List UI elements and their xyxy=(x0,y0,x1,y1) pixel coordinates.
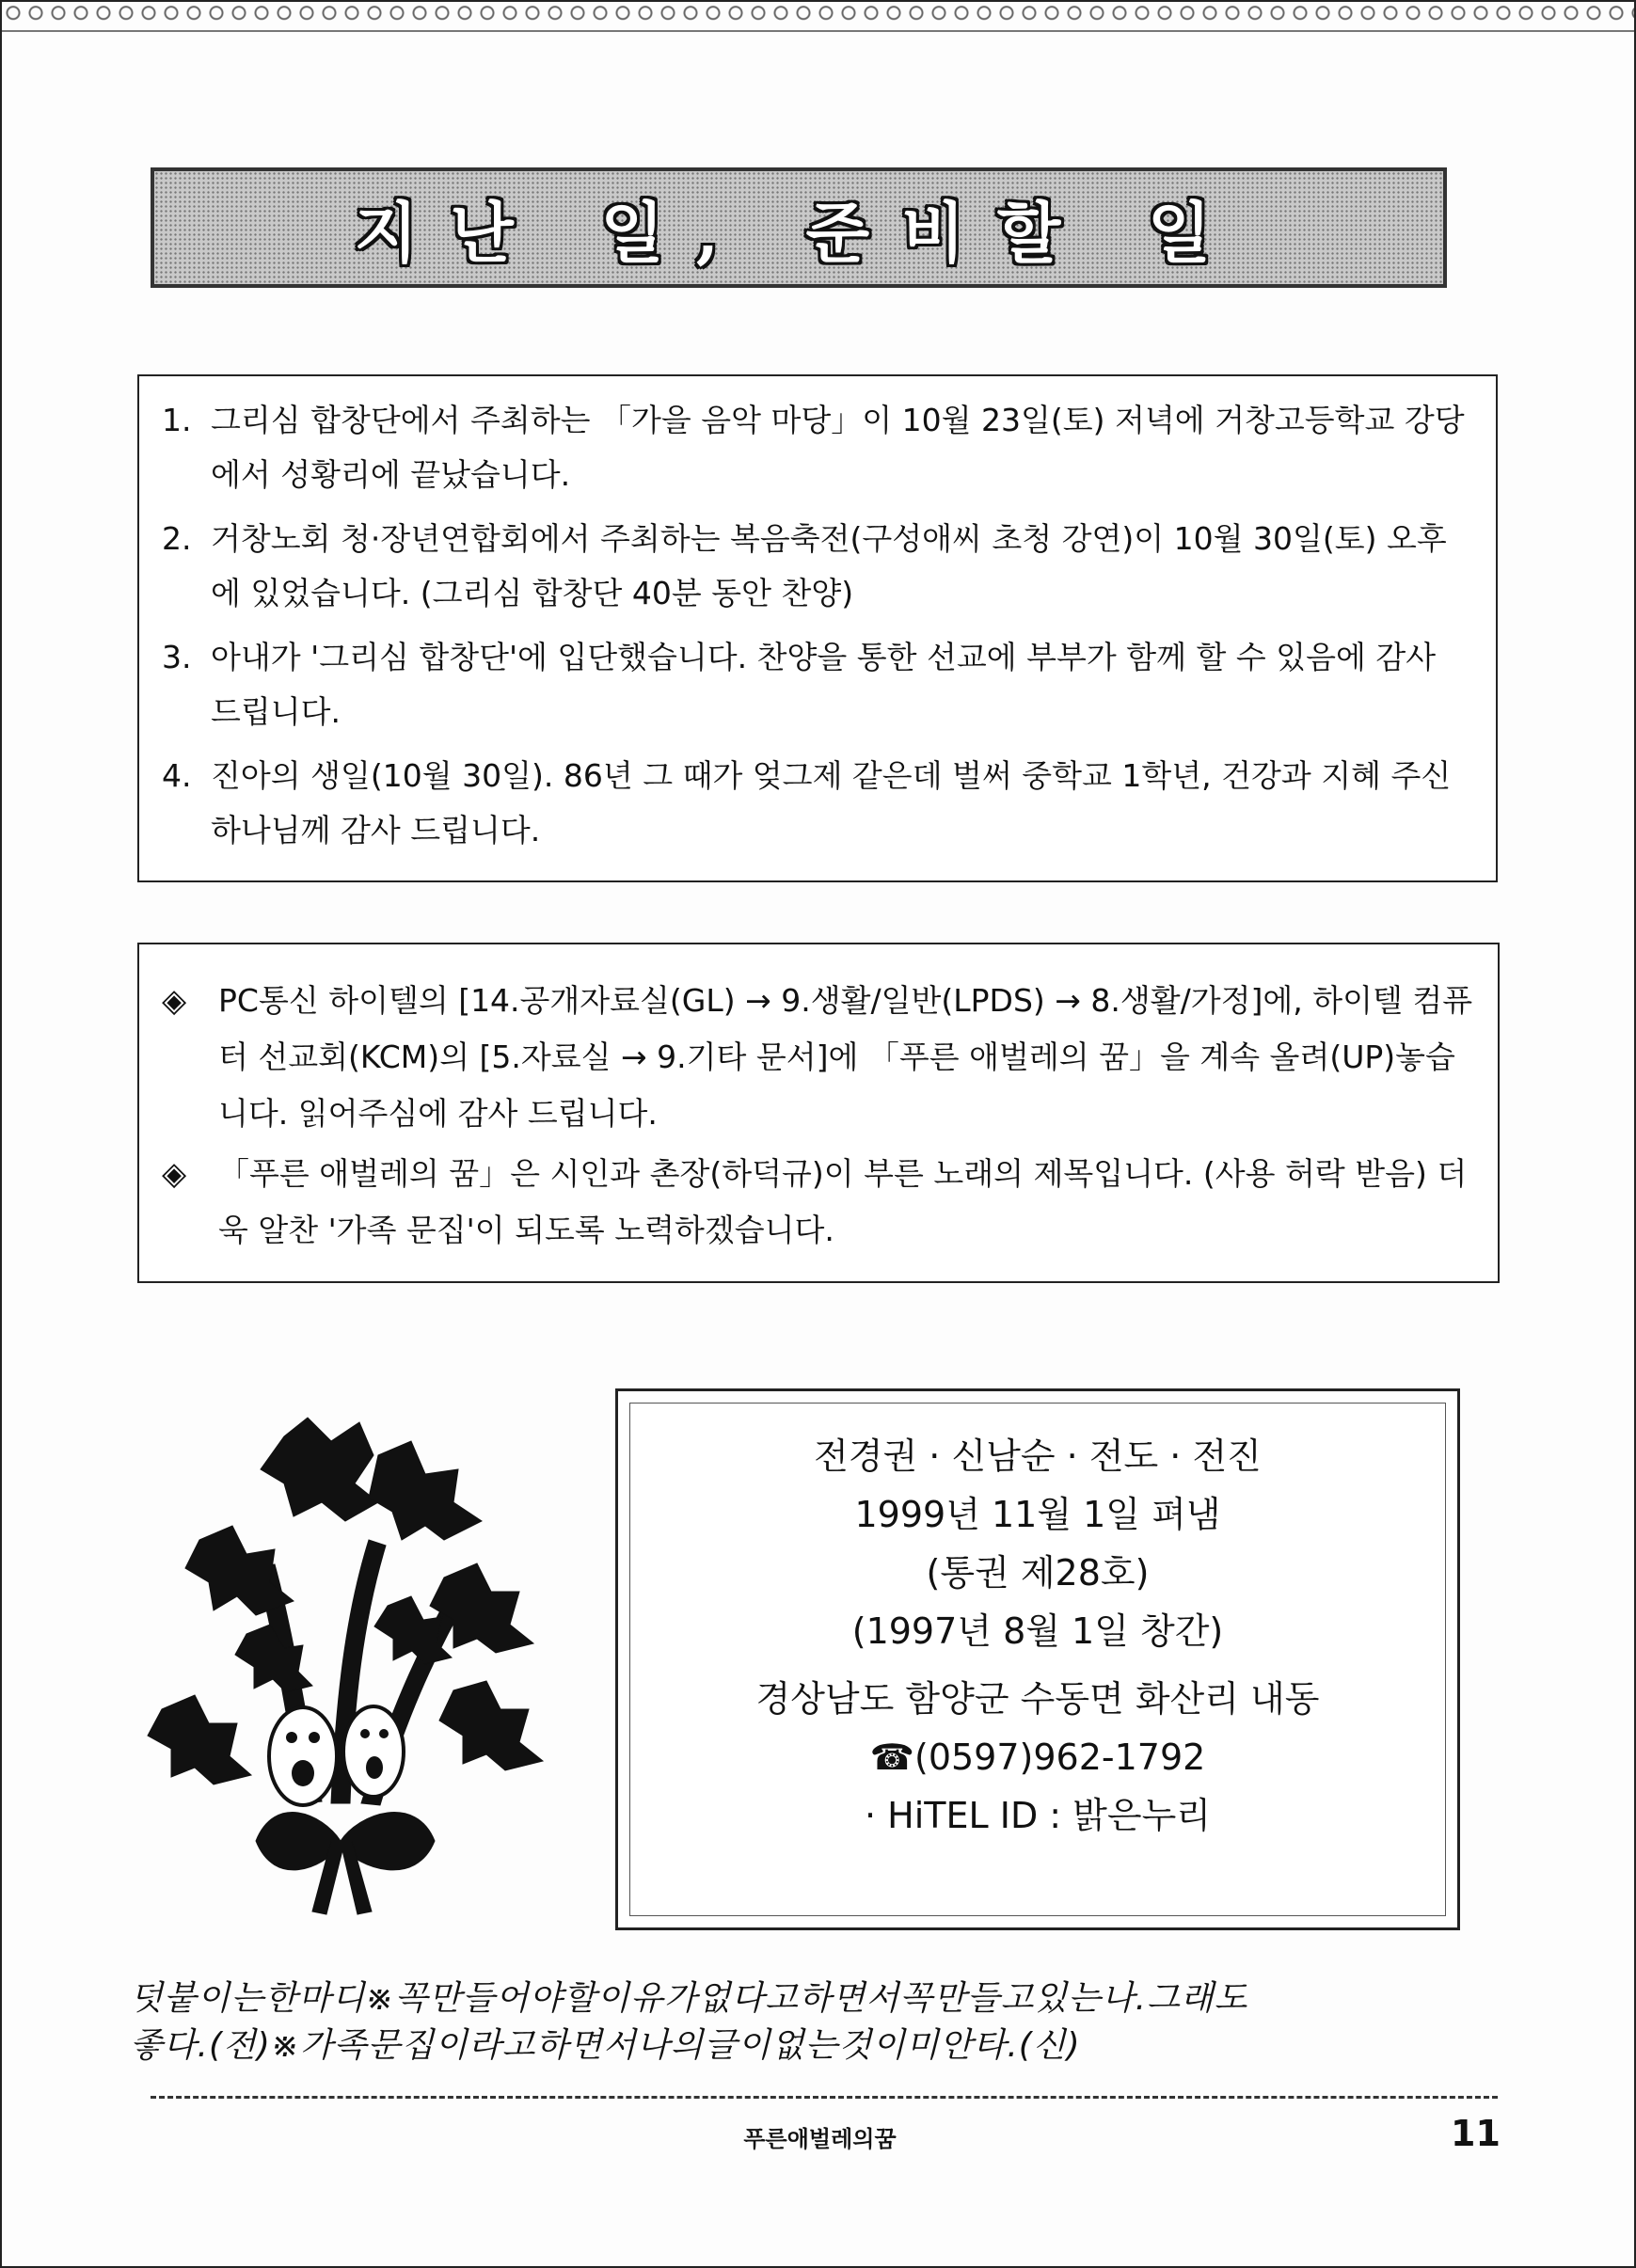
colophon-authors: 전경권 · 신남순 · 전도 · 전진 xyxy=(814,1435,1262,1477)
diamond-bullet-icon: ◈ xyxy=(162,1155,187,1193)
news-item-text: 거창노회 청·장년연합회에서 주최하는 복음축전(구성애씨 초청 강연)이 10월 30일(토) 오후에 있었습니다. (그리심 합창단 40분 동안 찬양) xyxy=(211,520,1447,611)
postscript-line: 덧붙이는한마디※꼭만들어야할이유가없다고하면서꼭만들고있는나.그래도 xyxy=(130,1979,1248,2018)
colophon-published: 1999년 11월 1일 펴냄 xyxy=(854,1494,1221,1535)
postscript-line: 좋다.(전)※가족문집이라고하면서나의글이없는것이미안타.(신) xyxy=(130,2026,1081,2065)
news-item-text: 그리심 합창단에서 주최하는 「가을 음악 마당」이 10월 23일(토) 저녁에 거창고등학교 강당에서 성황리에 끝났습니다. xyxy=(211,402,1465,493)
news-item-number: 1. xyxy=(162,402,192,438)
news-item xyxy=(162,749,1471,858)
colophon-founded: (1997년 8월 1일 창간) xyxy=(851,1610,1224,1652)
colophon-hitel-id: · HiTEL ID : 밝은누리 xyxy=(864,1795,1212,1836)
colophon-issue: (통권 제28호) xyxy=(926,1552,1150,1594)
binding-edge xyxy=(2,30,1634,32)
colophon-box xyxy=(615,1388,1460,1930)
notes-box xyxy=(137,943,1500,1283)
news-item-text: 아내가 '그리심 합창단'에 입단했습니다. 찬양을 통한 선교에 부부가 함께 할 수 있음에 감사 드립니다. xyxy=(211,639,1437,730)
postscript-handwritten xyxy=(130,1975,1513,2070)
section-title-banner xyxy=(151,167,1447,288)
news-box xyxy=(137,374,1498,882)
page-number: 11 xyxy=(1451,2113,1501,2154)
news-item-text: 진아의 생일(10월 30일). 86년 그 때가 엊그제 같은데 벌써 중학교 1학년, 건강과 지혜 주신 하나님께 감사 드립니다. xyxy=(211,757,1452,849)
plant-illustration-icon xyxy=(143,1399,557,1926)
section-title: 지난 일, 준비할 일 xyxy=(354,193,1244,272)
footer-divider xyxy=(151,2096,1498,2099)
news-item-number: 2. xyxy=(162,520,192,557)
note-text: PC통신 하이텔의 [14.공개자료실(GL) → 9.생활/일반(LPDS) → 8.생활/가정]에, 하이텔 컴퓨터 선교회(KCM)의 [5.자료실 → 9.기타 문서]에 「푸른 애벌레의 꿈」을 계속 올려(UP)놓습니다. 읽어주심에 감사 드립니다. xyxy=(218,982,1473,1132)
spiral-binding xyxy=(2,2,1634,26)
diamond-bullet-icon: ◈ xyxy=(162,982,187,1020)
news-item-number: 4. xyxy=(162,757,192,794)
news-item xyxy=(162,393,1471,502)
footer-publication-title: 푸른애벌레의꿈 xyxy=(743,2126,897,2152)
note-item xyxy=(162,1146,1473,1259)
colophon-phone: ☎(0597)962-1792 xyxy=(869,1737,1206,1778)
colophon-address: 경상남도 함양군 수동면 화산리 내동 xyxy=(755,1678,1320,1720)
news-item-number: 3. xyxy=(162,639,192,675)
note-text: 「푸른 애벌레의 꿈」은 시인과 촌장(하덕규)이 부른 노래의 제목입니다. (사용 허락 받음) 더욱 알찬 '가족 문집'이 되도록 노력하겠습니다. xyxy=(218,1155,1468,1248)
note-item xyxy=(162,973,1473,1142)
news-item xyxy=(162,512,1471,621)
news-item xyxy=(162,630,1471,739)
